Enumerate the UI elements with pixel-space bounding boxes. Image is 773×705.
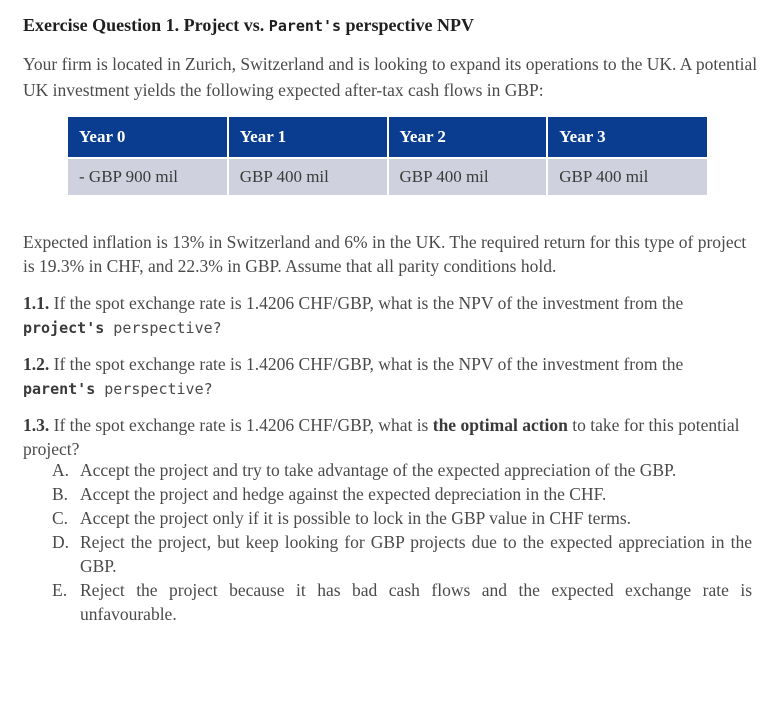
question-bold-word: parent's: [23, 380, 96, 398]
question-number: 1.3.: [23, 415, 50, 435]
table-cell: GBP 400 mil: [388, 158, 548, 195]
option-letter: B.: [52, 484, 69, 504]
table-header-cell: Year 0: [68, 117, 228, 158]
title-part-1: Exercise Question 1. Project vs.: [23, 15, 269, 35]
option-d: [52, 530, 752, 578]
option-a: [52, 458, 752, 482]
table-header-cell: Year 3: [547, 117, 707, 158]
intro-paragraph: Your firm is located in Zurich, Switzerland and is looking to expand its operations to the UK. A potential UK investment yields the following expected after-tax cash flows in GBP:: [23, 54, 758, 100]
assumptions-paragraph: Expected inflation is 13% in Switzerland and 6% in the UK. The required return for this type of project is 19.3% in CHF, and 22.3% in GBP. Assume that all parity conditions hold.: [23, 232, 747, 276]
table-cell: GBP 400 mil: [547, 158, 707, 195]
question-1-1: [23, 291, 758, 340]
answer-options: [52, 458, 752, 626]
option-b: [52, 482, 752, 506]
option-c: [52, 506, 752, 530]
option-e: [52, 578, 752, 626]
table-cell: GBP 400 mil: [228, 158, 388, 195]
option-text: Reject the project, but keep looking for GBP projects due to the expected appreciation in the GBP.: [80, 532, 752, 576]
option-letter: C.: [52, 508, 69, 528]
title-part-3: perspective NPV: [341, 15, 475, 35]
option-text: Accept the project only if it is possible to lock in the GBP value in CHF terms.: [80, 508, 632, 528]
question-1-2: [23, 352, 758, 401]
cash-flow-table: [68, 117, 707, 195]
question-text: If the spot exchange rate is 1.4206 CHF/GBP, what is: [49, 415, 433, 435]
question-tail: perspective?: [104, 319, 222, 337]
question-text: If the spot exchange rate is 1.4206 CHF/GBP, what is the NPV of the investment from the: [49, 354, 684, 374]
option-letter: E.: [52, 580, 68, 600]
table-cell: - GBP 900 mil: [68, 158, 228, 195]
option-letter: A.: [52, 460, 70, 480]
table-row: [68, 158, 707, 195]
table-header-cell: Year 1: [228, 117, 388, 158]
question-tail: perspective?: [95, 380, 213, 398]
option-text: Accept the project and try to take advantage of the expected appreciation of the GBP.: [80, 460, 677, 480]
question-tail: to take for this potential project?: [23, 415, 740, 459]
question-number: 1.2.: [23, 354, 50, 374]
title-parent-word: Parent's: [268, 17, 342, 35]
page-title: [23, 15, 474, 36]
option-text: Reject the project because it has bad cash flows and the expected exchange rate is unfavourable.: [80, 580, 752, 624]
option-letter: D.: [52, 532, 70, 552]
question-text: If the spot exchange rate is 1.4206 CHF/GBP, what is the NPV of the investment from the: [49, 293, 684, 313]
option-text: Accept the project and hedge against the expected depreciation in the CHF.: [80, 484, 607, 504]
question-bold-word: project's: [23, 319, 105, 337]
question-number: 1.1.: [23, 293, 50, 313]
question-1-3: [23, 413, 758, 461]
table-header-cell: Year 2: [388, 117, 548, 158]
table-header-row: [68, 117, 707, 158]
question-bold-phrase: the optimal action: [432, 415, 568, 435]
